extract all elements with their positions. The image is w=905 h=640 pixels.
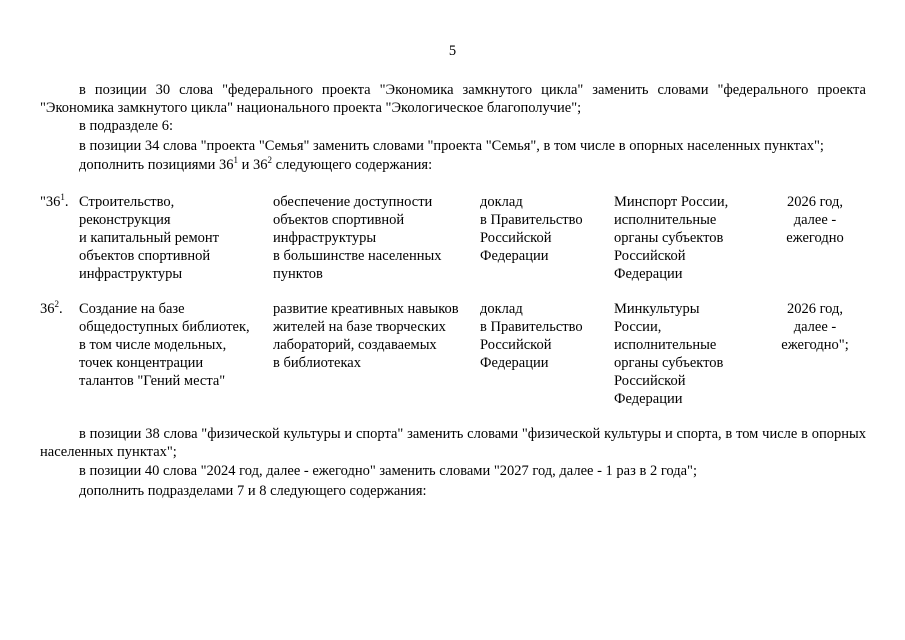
paragraph-position-38: в позиции 38 слова "физической культуры и спорта" заменить словами "физической культуры и спорта, в том числе в опорных населенных пунктах"; — [40, 426, 866, 460]
row-number: $36^2$. — [40, 299, 63, 317]
add-positions-prefix: дополнить позициями 36 — [79, 157, 234, 173]
event-name: Создание на базе общедоступных библиотек, в том числе модельных, точек концентрации талантов "Гений места" — [79, 301, 250, 389]
report-type: доклад в Правительство Российской Федерации — [480, 194, 583, 264]
expected-result: развитие креативных навыков жителей на базе творческих лабораторий, создаваемых в библиотеках — [273, 301, 459, 371]
paragraph-add-positions — [40, 156, 866, 174]
add-positions-suffix: следующего содержания: — [272, 157, 433, 173]
paragraph-add-subsections: дополнить подразделами 7 и 8 следующего содержания: — [79, 483, 427, 499]
expected-result: обеспечение доступности объектов спортивной инфраструктуры в большинстве населенных пунктов — [273, 194, 442, 282]
event-name: Строительство, реконструкция и капитальный ремонт объектов спортивной инфраструктуры — [79, 194, 219, 282]
report-type: доклад в Правительство Российской Федерации — [480, 301, 583, 371]
row-number: "$36^1$. — [40, 192, 69, 210]
paragraph-subsection-6: в подразделе 6: — [79, 118, 173, 134]
add-positions-sup1: 1 — [233, 155, 239, 166]
deadline: 2026 год, далее - ежегодно — [786, 194, 844, 246]
responsible-executors: Минкультуры России, исполнительные органы субъектов Российской Федерации — [614, 301, 724, 407]
responsible-executors: Минспорт России, исполнительные органы субъектов Российской Федерации — [614, 194, 729, 282]
paragraph-position-34: в позиции 34 слова "проекта "Семья" заменить словами "проекта "Семья", в том числе в опорных населенных пунктах"; — [79, 138, 824, 154]
add-positions-mid: и 36 — [238, 157, 268, 173]
add-positions-sup2: 2 — [267, 155, 273, 166]
paragraph-position-30: в позиции 30 слова "федерального проекта "Экономика замкнутого цикла" заменить словами "федерального проекта "Экономика замкнутого цикла" национального проекта "Экологическое благополучие"; — [40, 82, 866, 116]
paragraph-position-40: в позиции 40 слова "2024 год, далее - ежегодно" заменить словами "2027 год, далее - 1 раз в 2 года"; — [79, 463, 697, 479]
page-number: 5 — [448, 43, 457, 59]
deadline: 2026 год, далее - ежегодно"; — [781, 301, 849, 353]
